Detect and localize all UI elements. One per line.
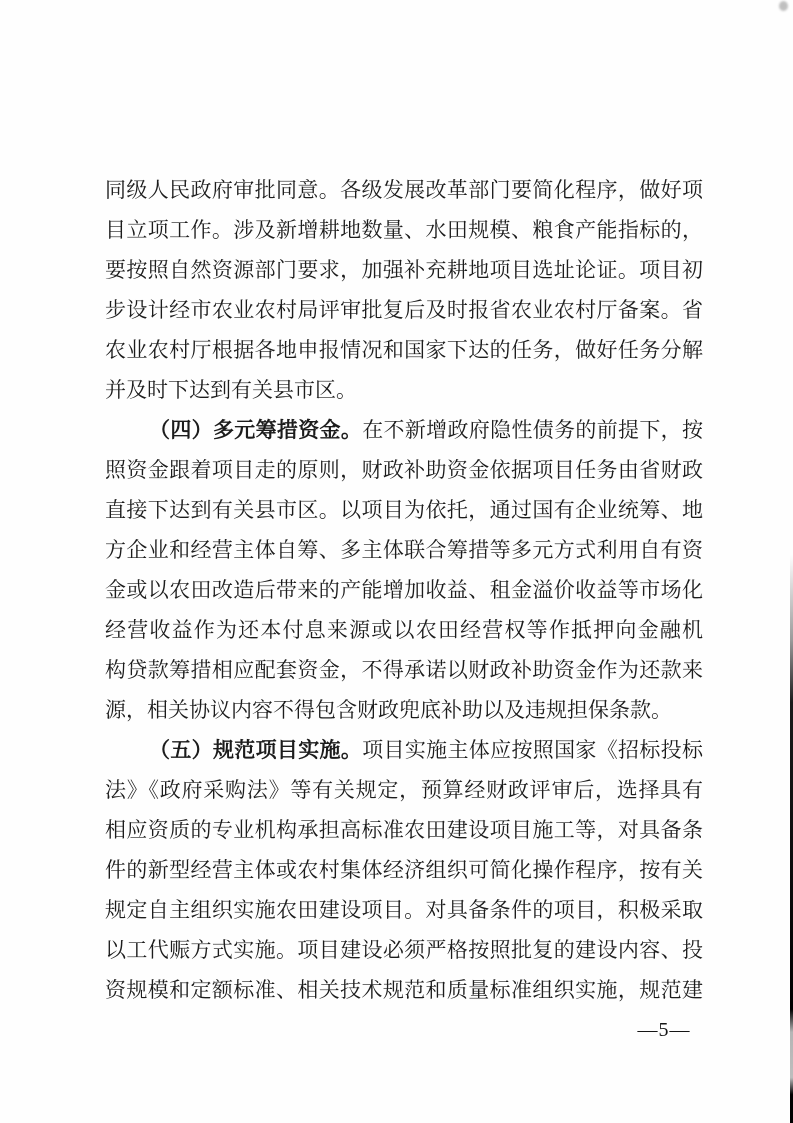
text-line: 法》《政府采购法》等有关规定，预算经财政评审后，选择具有 — [105, 778, 703, 802]
text-line: 源，相关协议内容不得包含财政兜底补助以及违规担保条款。 — [105, 698, 672, 722]
text-line: 构贷款筹措相应配套资金，不得承诺以财政补助资金作为还款来 — [105, 658, 703, 682]
paragraph-section-4 — [105, 410, 703, 730]
text-run: 在不新增政府隐性债务的前提下，按 — [362, 418, 703, 442]
text-line: 直接下达到有关县市区。以项目为依托，通过国有企业统筹、地 — [105, 498, 703, 522]
text-line: 农业农村厅根据各地申报情况和国家下达的任务，做好任务分解 — [105, 338, 703, 362]
text-line: 目立项工作。涉及新增耕地数量、水田规模、粮食产能指标的， — [105, 218, 703, 242]
text-line: 步设计经市农业农村局评审批复后及时报省农业农村厅备案。省 — [105, 298, 703, 322]
section-heading-line — [105, 410, 703, 450]
paragraph-continuation — [105, 170, 703, 410]
scan-speck-artifact — [779, 1, 788, 11]
page-number: —5— — [637, 1019, 691, 1041]
text-line: 照资金跟着项目走的原则，财政补助资金依据项目任务由省财政 — [105, 458, 703, 482]
text-line: 经营收益作为还本付息来源或以农田经营权等作抵押向金融机 — [105, 618, 703, 642]
paragraph-section-5 — [105, 730, 703, 1010]
text-line: 要按照自然资源部门要求，加强补充耕地项目选址论证。项目初 — [105, 258, 703, 282]
text-line: 金或以农田改造后带来的产能增加收益、租金溢价收益等市场化 — [105, 578, 703, 602]
text-line: 并及时下达到有关县市区。 — [105, 378, 357, 402]
section-heading: （四）多元筹措资金。 — [149, 418, 363, 442]
text-line: 规定自主组织实施农田建设项目。对具备条件的项目，积极采取 — [105, 898, 703, 922]
text-line: 以工代赈方式实施。项目建设必须严格按照批复的建设内容、投 — [105, 938, 703, 962]
section-heading-line — [105, 730, 703, 770]
text-line: 同级人民政府审批同意。各级发展改革部门要简化程序，做好项 — [105, 178, 703, 202]
text-line: 相应资质的专业机构承担高标准农田建设项目施工等，对具备条 — [105, 818, 703, 842]
text-line: 方企业和经营主体自筹、多主体联合筹措等多元方式利用自有资 — [105, 538, 703, 562]
text-line: 件的新型经营主体或农村集体经济组织可简化操作程序，按有关 — [105, 858, 703, 882]
text-run: 项目实施主体应按照国家《招标投标 — [362, 738, 703, 762]
text-line: 资规模和定额标准、相关技术规范和质量标准组织实施，规范建 — [105, 978, 703, 1002]
section-heading: （五）规范项目实施。 — [149, 738, 363, 762]
body-text — [105, 170, 703, 1010]
